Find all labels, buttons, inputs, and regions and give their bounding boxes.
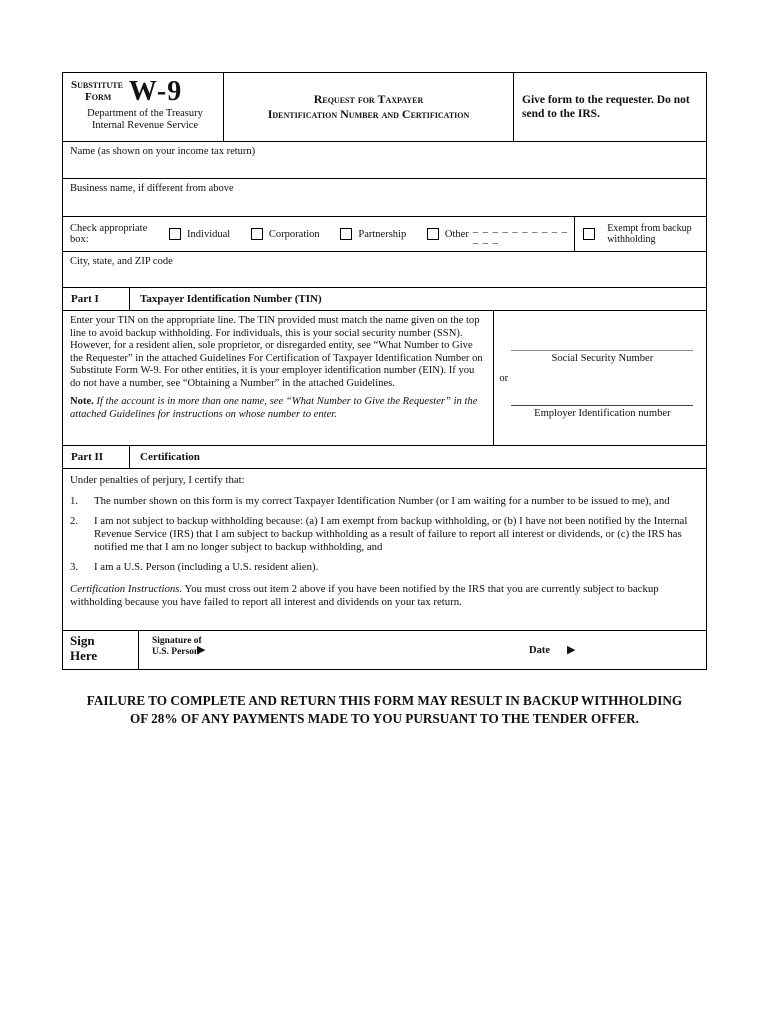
certification-instructions-text: You must cross out item 2 above if you have been notified by the IRS that you are currently subject to backup withholding because you have failed to report all interest and dividends on your tax return. (70, 583, 659, 608)
exempt-checkbox[interactable] (583, 228, 595, 240)
check-box-prompt: Check appropriate box: (70, 223, 148, 245)
signature-row (63, 631, 706, 669)
form-title-cell (223, 73, 513, 141)
part2-title: Certification (129, 446, 706, 468)
signature-arrow-icon: ▶ (197, 643, 206, 656)
date-input-area[interactable] (579, 633, 699, 665)
date-arrow-icon: ▶ (567, 643, 576, 656)
name-field[interactable] (63, 142, 706, 179)
part2-header-row (63, 446, 706, 469)
tin-note-label: Note. (70, 396, 94, 408)
form-title-line2: Identification Number and Certification (267, 107, 470, 121)
form-word: Form (85, 91, 112, 103)
business-name-field[interactable] (63, 179, 706, 217)
department-lines (71, 108, 219, 132)
part1-title: Taxpayer Identification Number (TIN) (129, 288, 706, 310)
individual-option (169, 228, 230, 240)
partnership-option (340, 228, 406, 240)
tin-note-text: If the account is in more than one name, see “What Number to Give the Requester” in the attached Guidelines for instructions on whose number to enter. (70, 396, 478, 420)
date-label: Date (529, 645, 550, 656)
entity-type-row (63, 217, 706, 252)
certification-item-3 (70, 561, 697, 574)
item3-text: I am a U.S. Person (including a U.S. resident alien). (94, 561, 319, 573)
other-checkbox[interactable] (427, 228, 439, 240)
here-word: Here (70, 648, 98, 663)
certification-body (63, 469, 706, 631)
entity-type-options (63, 217, 574, 251)
other-option (427, 223, 574, 245)
signature-of-us-person-label (152, 636, 202, 658)
item1-text: The number shown on this form is my correct Taxpayer Identification Number (or I am waiting for a number to be issued to me), and (94, 495, 670, 507)
other-blank-line[interactable]: _ _ _ _ _ _ _ _ _ _ _ _ _ (472, 223, 568, 245)
give-form-instruction: Give form to the requester. Do not send to the IRS. (522, 94, 690, 120)
business-name-field-label: Business name, if different from above (70, 183, 234, 194)
dept-line1: Department of the Treasury (87, 108, 203, 119)
partnership-label: Partnership (358, 228, 407, 240)
ssn-entry-line[interactable] (511, 350, 693, 351)
dept-line2: Internal Revenue Service (91, 120, 199, 131)
corporation-checkbox[interactable] (251, 228, 263, 240)
item2-number: 2. (70, 515, 79, 527)
give-form-cell (513, 73, 706, 141)
city-state-zip-label: City, state, and ZIP code (70, 256, 173, 267)
item1-number: 1. (70, 495, 79, 507)
part1-header-row (63, 288, 706, 311)
exempt-label: Exempt from backup withholding (607, 222, 692, 245)
ein-entry-line[interactable] (511, 405, 693, 406)
signature-input-area[interactable] (214, 633, 514, 665)
ssn-caption: Social Security Number (551, 353, 654, 364)
ein-caption: Employer Identification number (534, 408, 671, 419)
individual-checkbox[interactable] (169, 228, 181, 240)
part2-label: Part II (71, 451, 104, 463)
individual-label: Individual (187, 228, 231, 240)
item3-number: 3. (70, 561, 79, 573)
warning-line1: FAILURE TO COMPLETE AND RETURN THIS FORM MAY RESULT IN BACKUP WITHHOLDING (86, 693, 683, 708)
certification-instructions-label: Certification Instructions. (70, 583, 183, 595)
us-person-line: U.S. Person (152, 647, 200, 657)
name-field-label: Name (as shown on your income tax return) (70, 146, 256, 157)
signature-entry-cell (138, 631, 706, 669)
city-state-zip-field[interactable] (63, 252, 706, 288)
tin-instructions (63, 311, 493, 445)
tin-instructions-paragraph: Enter your TIN on the appropriate line. The TIN provided must match the name given on the top line to avoid backup withholding. For individuals, this is your social security number (SSN). However, for a resident alien, sole proprietor, or disregarded entity, see “What Number to Give the Requester” in the attached Guidelines For Certification of Taxpayer Identification Number on Substitute Form W-9. For other entities, it is your employer identification number (EIN). If you do not have a number, see “Obtaining a Number” in the attached Guidelines. (70, 315, 483, 389)
substitute-word: Substitute (71, 79, 123, 91)
or-label: or (499, 373, 509, 384)
form-title-line1: Request for Taxpayer (313, 92, 424, 106)
form-header-row (63, 73, 706, 142)
part1-label: Part I (71, 293, 99, 305)
tin-note (70, 396, 487, 421)
certification-intro: Under penalties of perjury, I certify that: (70, 474, 245, 486)
sign-here-label (63, 631, 138, 669)
w9-form-table (62, 72, 707, 670)
form-identity-cell (63, 73, 223, 141)
certification-item-2 (70, 515, 697, 554)
substitute-form-label (71, 79, 123, 103)
substitute-form-block (71, 76, 219, 107)
tin-entry-area (493, 311, 706, 445)
certification-instructions (70, 583, 697, 609)
certification-item-1 (70, 495, 697, 508)
item2-text: I am not subject to backup withholding because: (a) I am exempt from backup withholding, or (b) I have not been notified by the Internal Revenue Service (IRS) that I am subject to backup withholding as a result of failure to report all interest or dividends, or (c) the IRS has notified me that I am no longer subject to backup withholding, and (94, 515, 688, 553)
exempt-backup-withholding-option (574, 217, 706, 251)
partnership-checkbox[interactable] (340, 228, 352, 240)
corporation-option (251, 228, 320, 240)
other-label: Other (444, 228, 469, 240)
backup-withholding-warning (62, 692, 707, 728)
warning-line2: OF 28% OF ANY PAYMENTS MADE TO YOU PURSUANT TO THE TENDER OFFER. (130, 711, 639, 726)
part1-body-row (63, 311, 706, 446)
form-number: W-9 (128, 76, 183, 107)
sign-word: Sign (70, 633, 95, 648)
signature-of-line: Signature of (152, 636, 202, 646)
corporation-label: Corporation (268, 228, 320, 240)
